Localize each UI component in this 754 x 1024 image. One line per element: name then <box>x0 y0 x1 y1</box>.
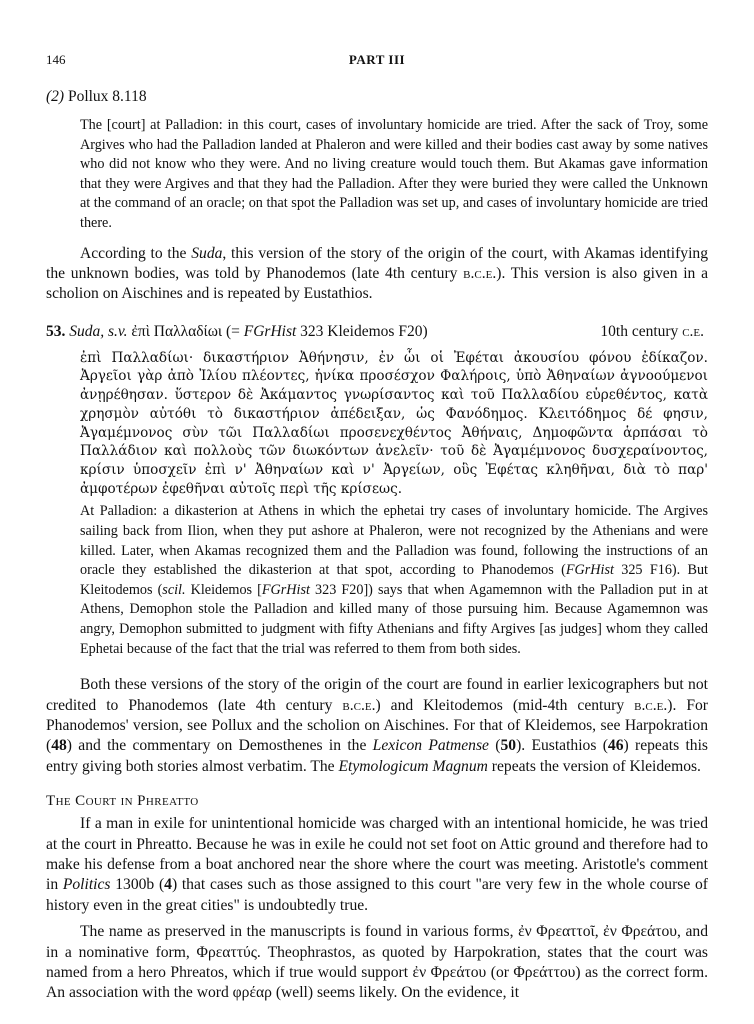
section-heading: The Court in Phreatto <box>46 793 199 810</box>
entry-translation: At Palladion: a dikasterion at Athens in which the ephetai try cases of involuntary homicide. The Argives sailing back from Ilion, when they put ashore at Phaleron, were not recognized by the Athenians and were killed. Later, when Akamas recognized them and the Palladion was found, following the instructions of an oracle they established the dikasterion at that spot, according to Phanodemos (FGrHist 325 F16). But Kleitodemos (scil. Kleidemos [FGrHist 323 F20]) says that when Agamemnon with the Palladion put in at Athens, Demophon stole the Palladion and killed many of those pursuing him. Because Agamemnon was angry, Demophon submitted to judgment with fifty Athenians and fifty Argives [as judges] whom they called Ephetai because of the fact that the trial was referred to them from both sides. <box>80 503 709 657</box>
entry-number: 53. <box>46 322 66 340</box>
entry-date: 10th century c.e. <box>600 322 704 340</box>
greek-text: ἐπὶ Παλλαδίωι· δικαστήριον Ἀθήνησιν, ἐν ὧι οἱ Ἐφέται ἀκουσίου φόνου ἐδίκαζον. Ἀργεῖοι γὰρ ἀπὸ Ἰλίου πλέοντες, ἡνίκα προσέσχον Φαλήροις, ὑπὸ Ἀθηναίων ἀγνοούμενοι ἀνῃρέθησαν. ὕστερον δὲ Ἀκάμαντος γνωρίσαντος καὶ τοῦ Παλλαδίου εὑρεθέντος, κατὰ χρησμὸν αὐτόθι τὸ δικαστήριον ἀπέδειξαν, ὡς Φανόδημος. Κλειτόδημος δέ φησιν, Ἀγαμέμνονος σὺν τῶι Παλλαδίωι προσενεχθέντος Ἀθήναις, Δημοφῶντα ἁρπάσαι τὸ Παλλάδιον καὶ πολλοὺς τῶν διωκόντων ἀνελεῖν· τοῦ δὲ Ἀγαμέμνονος δυσχεραίνοντος, κρίσιν ὑποσχεῖν ἐπὶ ν' Ἀθηναίων καὶ ν' Ἀργείων, οὓς Ἐφέτας κληθῆναι, διὰ τὸ παρ' ἀμφοτέρων ἐφεθῆναι αὐτοῖς περὶ τῆς κρίσεως. <box>80 349 708 497</box>
source-number: (2) <box>46 88 65 105</box>
page-number: 146 <box>46 52 66 67</box>
source-reference: Pollux 8.118 <box>67 88 147 105</box>
source-heading <box>46 86 708 108</box>
page-header <box>46 52 708 72</box>
entry-53-heading: 53. Suda, s.v. ἐπὶ Παλλαδίωι (= FGrHist 323 Kleidemos F20) 10th century c.e. <box>46 321 708 343</box>
page <box>46 52 708 1004</box>
paragraph-versions: Both these versions of the story of the origin of the court are found in earlier lexicographers but not credited to Phanodemos (late 4th century b.c.e.) and Kleitodemos (mid-4th century b.c.e.). For Phanodemos' version, see Pollux and the scholion on Aischines. For that of Kleidemos, see Harpokration (48) and the commentary on Demosthenes in the Lexicon Patmense (50). Eustathios (46) repeats this entry giving both stories almost verbatim. The Etymologicum Magnum repeats the version of Kleidemos. <box>46 676 708 775</box>
running-title: PART III <box>348 52 406 67</box>
paragraph-phreatto: If a man in exile for unintentional homicide was charged with an intentional homicide, he was tried at the court in Phreatto. Because he was in exile he could not set foot on Attic ground and therefore had to make his defense from a boat anchored near the shore where the court was meeting. Aristotle's comment in Politics 1300b (4) that cases such as those assigned to this court "are very few in the whole course of history even in the great cities" is undoubtedly true. <box>46 815 708 914</box>
pollux-translation: The [court] at Palladion: in this court, cases of involuntary homicide are tried. After the sack of Troy, some Argives who had the Palladion landed at Phaleron and were killed and their bodies cast away by some natives who did not know who they were. And no living creature would touch them. But Akamas gave information that they were Argives and that they had the Palladion. After they were buried they were called the Unknown at the command of an oracle; on that spot the Palladion was set up, and cases of involuntary homicide are tried there. <box>80 117 708 231</box>
paragraph-suda: According to the Suda, this version of the story of the origin of the court, with Akamas identifying the unknown bodies, was told by Phanodemos (late 4th century b.c.e.). This version is also given in a scholion on Aischines and is repeated by Eustathios. <box>46 244 708 303</box>
paragraph-name-forms: The name as preserved in the manuscripts is found in various forms, ἐν Φρεαττοῖ, ἐν Φρεάτου, and in a nominative form, Φρεαττύς. Theophrastos, as quoted by Harpokration, states that the court was named from a hero Phreatos, which if true would support ἐν Φρεάτου (or Φρεάττου) as the correct form. An association with the word φρέαρ (well) seems likely. On the evidence, it <box>46 923 708 1002</box>
